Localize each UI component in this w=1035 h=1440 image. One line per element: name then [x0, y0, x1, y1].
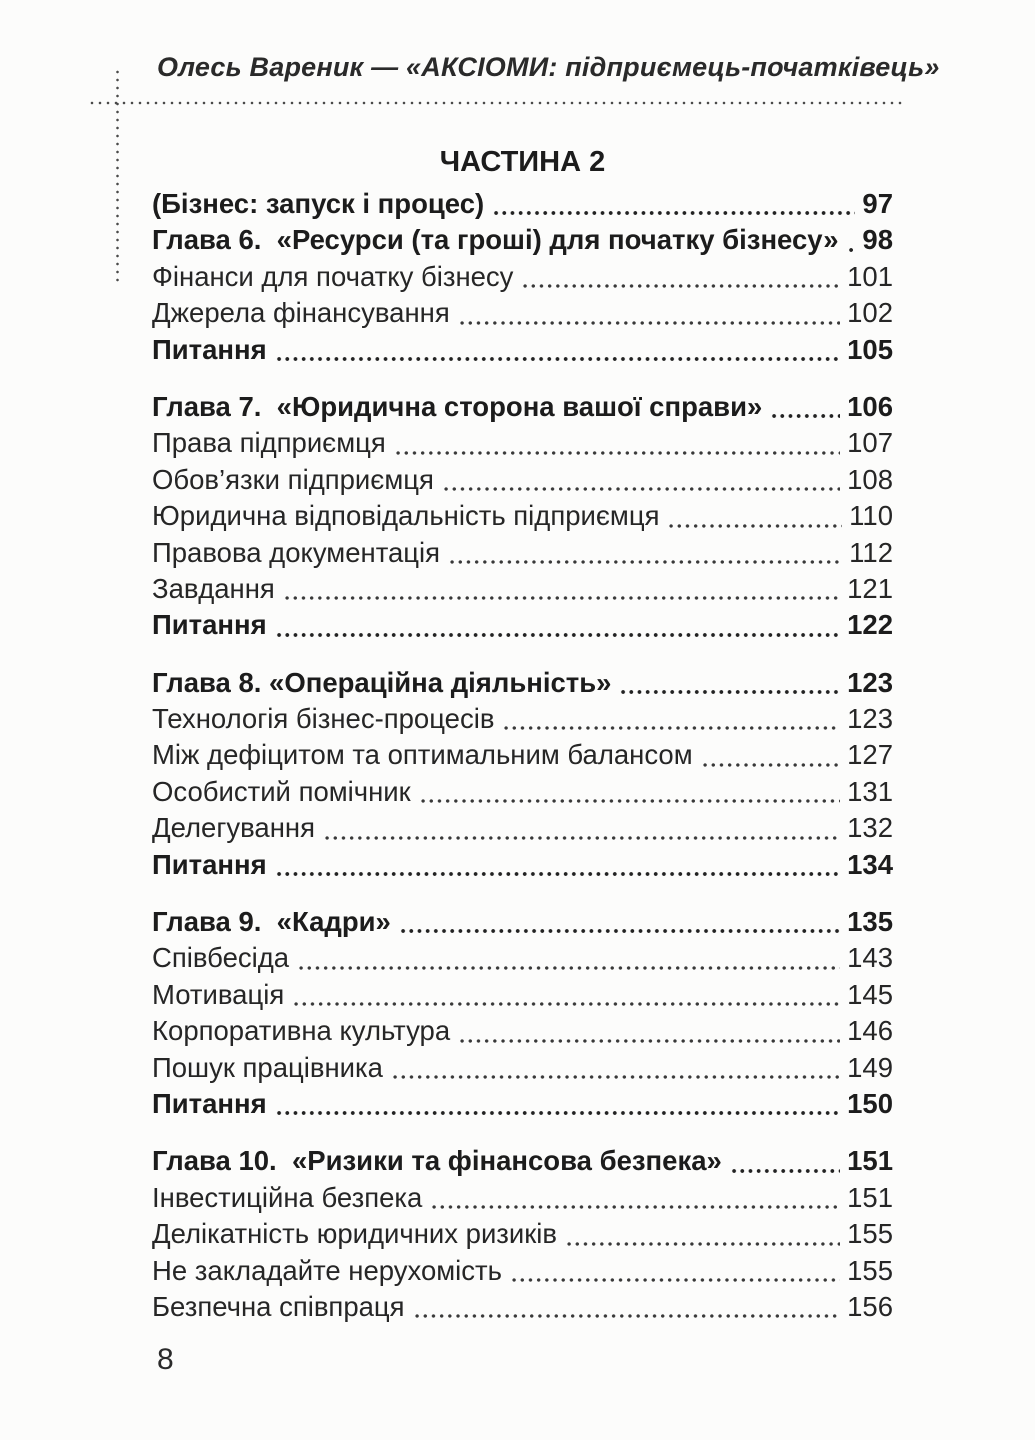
toc-entry — [152, 1013, 893, 1049]
toc-entry-page: 112 — [849, 536, 893, 568]
toc-leader-dots — [701, 763, 841, 767]
toc-entry — [152, 1180, 893, 1216]
toc-entry — [152, 1143, 893, 1179]
toc-entry-label: Особистий помічник — [152, 775, 411, 807]
toc-entry-page: 155 — [847, 1254, 893, 1286]
toc-leader-dots — [419, 799, 840, 803]
toc-leader-dots — [297, 966, 840, 970]
toc-leader-dots — [275, 633, 840, 637]
toc-leader-dots — [292, 1002, 840, 1006]
toc-leader-dots — [847, 248, 856, 252]
toc-entry-page: 106 — [847, 390, 893, 422]
toc-group — [152, 1143, 893, 1325]
toc-leader-dots — [283, 596, 840, 600]
toc-entry-page: 146 — [847, 1015, 893, 1047]
toc-entry-page: 145 — [847, 978, 893, 1010]
toc-entry-page: 121 — [847, 572, 893, 604]
page-number: 8 — [157, 1343, 174, 1376]
toc-entry — [152, 1216, 893, 1252]
toc-leader-dots — [619, 690, 840, 694]
toc-entry-label: Інвестиційна безпека — [152, 1181, 423, 1213]
toc-entry — [152, 259, 893, 295]
toc-leader-dots — [394, 451, 840, 455]
toc-entry-page: 150 — [847, 1087, 893, 1119]
toc-entry-label: Технологія бізнес-процесів — [152, 703, 495, 735]
toc-entry-page: 149 — [847, 1051, 893, 1083]
toc-entry-label: Делікатність юридичних ризиків — [152, 1218, 558, 1250]
toc-entry-label: Безпечна співпраця — [152, 1290, 405, 1322]
toc-entry-label: Глава 6. «Ресурси (та гроші) для початку бізнесу» — [152, 224, 839, 256]
section-title: ЧАСТИНА 2 — [439, 146, 606, 178]
toc-entry — [152, 701, 893, 737]
toc-entry — [152, 607, 893, 643]
toc-entry — [152, 1086, 893, 1122]
toc-group — [152, 904, 893, 1122]
running-head: Олесь Вареник — «АКСІОМИ: підприємець-початківець» — [157, 52, 940, 82]
toc-entry — [152, 1289, 893, 1325]
toc-entry-label: Правова документація — [152, 536, 441, 568]
toc-leader-dots — [502, 726, 840, 730]
toc-group — [152, 665, 893, 883]
toc-group — [152, 186, 893, 368]
toc-entry-label: Фінанси для початку бізнесу — [152, 260, 514, 292]
toc-entry-label: Між дефіцитом та оптимальним балансом — [152, 739, 693, 771]
toc-leader-dots — [521, 284, 840, 288]
toc-entry-label: Питання — [152, 848, 267, 880]
toc-leader-dots — [565, 1242, 840, 1246]
toc-leader-dots — [667, 524, 842, 528]
toc-entry-page: 101 — [847, 260, 893, 292]
toc-entry-page: 143 — [847, 942, 893, 974]
toc-entry-page: 156 — [847, 1290, 893, 1322]
toc-entry-label: Глава 9. «Кадри» — [152, 906, 391, 938]
toc-entry — [152, 1253, 893, 1289]
toc-entry — [152, 940, 893, 976]
toc-entry-label: Мотивація — [152, 978, 285, 1010]
toc-leader-dots — [275, 357, 840, 361]
toc-entry-label: Джерела фінансування — [152, 297, 450, 329]
toc-entry — [152, 810, 893, 846]
toc-entry — [152, 535, 893, 571]
toc-leader-dots — [492, 211, 855, 215]
toc-entry-page: 108 — [847, 463, 893, 495]
toc-entry — [152, 904, 893, 940]
toc-leader-dots — [275, 1111, 840, 1115]
toc-entry-label: Глава 8. «Операційна діяльність» — [152, 666, 612, 698]
toc-entry — [152, 571, 893, 607]
toc-entry — [152, 1050, 893, 1086]
toc-leader-dots — [510, 1278, 840, 1282]
toc-entry — [152, 332, 893, 368]
toc-entry-page: 107 — [847, 427, 893, 459]
toc-entry-page: 155 — [847, 1218, 893, 1250]
toc-entry-page: 123 — [847, 666, 893, 698]
toc-entry-page: 123 — [847, 703, 893, 735]
toc-entry-label: Завдання — [152, 572, 275, 604]
toc-entry-page: 122 — [847, 609, 893, 641]
toc-entry-label: Делегування — [152, 812, 315, 844]
toc-entry — [152, 737, 893, 773]
toc-entry — [152, 665, 893, 701]
table-of-contents — [152, 141, 893, 1325]
toc-entry-page: 105 — [847, 333, 893, 365]
toc-entry — [152, 498, 893, 534]
toc-entry-label: Питання — [152, 1087, 267, 1119]
toc-leader-dots — [448, 560, 842, 564]
toc-entry-label: Співбесіда — [152, 942, 290, 974]
toc-entry-page: 97 — [862, 188, 893, 219]
toc-entry-page: 135 — [847, 906, 893, 938]
toc-leader-dots — [458, 321, 840, 325]
toc-entry-page: 98 — [862, 224, 893, 256]
toc-entry — [152, 462, 893, 498]
toc-entry — [152, 774, 893, 810]
toc-entry-page: 151 — [847, 1145, 893, 1177]
toc-entry-label: Юридична відповідальність підприємця — [152, 500, 660, 532]
toc-leader-dots — [413, 1314, 841, 1318]
toc-entry — [152, 295, 893, 331]
toc-leader-dots — [430, 1205, 840, 1209]
toc-entry — [152, 425, 893, 461]
toc-entry-label: Обов’язки підприємця — [152, 463, 434, 495]
toc-entry — [152, 847, 893, 883]
toc-entry-label: Пошук працівника — [152, 1051, 383, 1083]
toc-leader-dots — [399, 929, 840, 933]
toc-entry — [152, 389, 893, 425]
toc-entry-label: Глава 10. «Ризики та фінансова безпека» — [152, 1145, 722, 1177]
header-dotted-rule-horizontal — [88, 101, 906, 105]
toc-leader-dots — [323, 836, 840, 840]
toc-entry-page: 134 — [847, 848, 893, 880]
toc-leader-dots — [458, 1039, 840, 1043]
toc-entry-label: Питання — [152, 333, 267, 365]
toc-leader-dots — [391, 1075, 840, 1079]
toc-entry-label: (Бізнес: запуск і процес) — [152, 188, 485, 219]
toc-entry-label: Глава 7. «Юридична сторона вашої справи» — [152, 390, 763, 422]
toc-entry — [152, 977, 893, 1013]
toc-entry-page: 132 — [847, 812, 893, 844]
toc-leader-dots — [442, 487, 840, 491]
toc-entry-label: Права підприємця — [152, 427, 386, 459]
toc-entry-page: 110 — [849, 500, 893, 532]
toc-leader-dots — [730, 1169, 840, 1173]
toc-entry-page: 151 — [847, 1181, 893, 1213]
toc-entry-label: Питання — [152, 609, 267, 641]
toc-group — [152, 389, 893, 644]
toc-entry-page: 127 — [847, 739, 893, 771]
toc-leader-dots — [275, 872, 840, 876]
toc-entry — [152, 186, 893, 222]
toc-leader-dots — [770, 414, 840, 418]
toc-entry — [152, 222, 893, 258]
toc-entry-page: 102 — [847, 297, 893, 329]
toc-entry-page: 131 — [847, 775, 893, 807]
toc-entry-label: Корпоративна культура — [152, 1015, 451, 1047]
toc-entry-label: Не закладайте нерухомість — [152, 1254, 502, 1286]
